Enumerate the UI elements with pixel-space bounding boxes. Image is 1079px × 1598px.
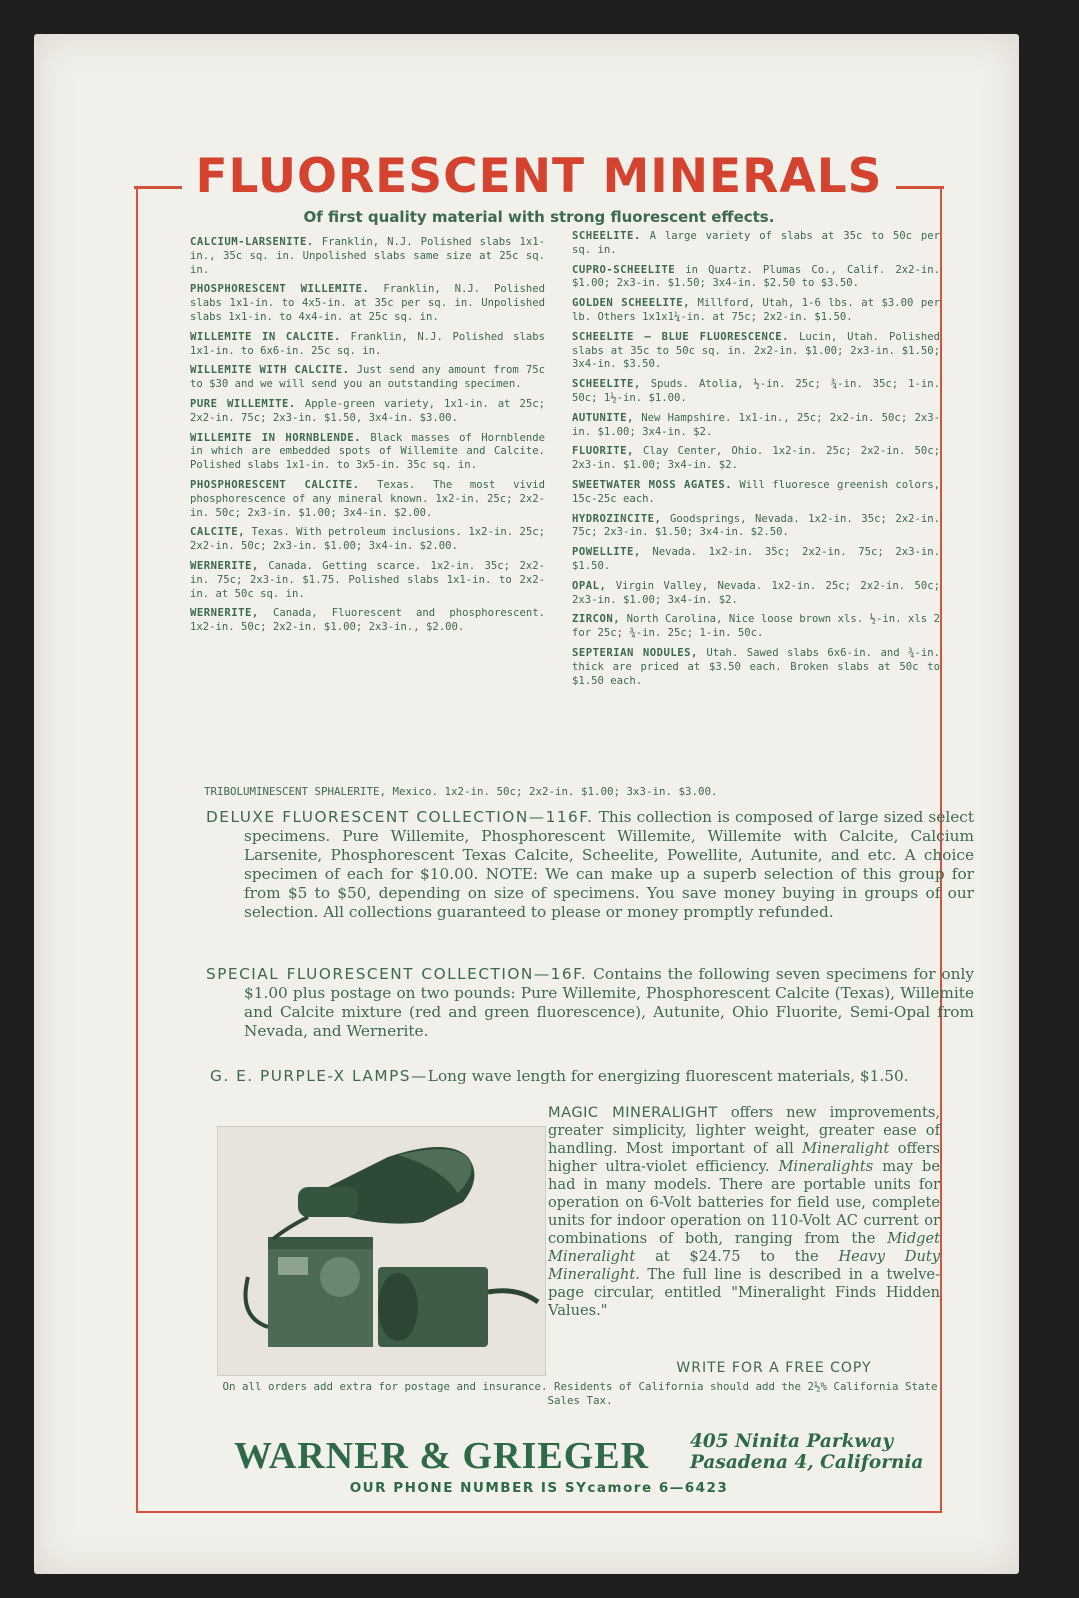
- list-item: FLUORITE, Clay Center, Ohio. 1x2-in. 25c; 2x2-in. 50c; 2x3-in. $1.00; 3x4-in. $2.: [572, 445, 940, 472]
- triboluminescent-line: TRIBOLUMINESCENT SPHALERITE, Mexico. 1x2-in. 50c; 2x2-in. $1.00; 3x3-in. $3.00.: [204, 785, 718, 798]
- lamp-illustration: [218, 1127, 545, 1375]
- list-item: WILLEMITE IN CALCITE. Franklin, N.J. Polished slabs 1x1-in. to 6x6-in. 25c sq. in.: [190, 330, 546, 357]
- address-line-2: Pasadena 4, California: [690, 1452, 924, 1473]
- company-name: WARNER & GRIEGER: [234, 1435, 650, 1477]
- list-item: PURE WILLEMITE. Apple-green variety, 1x1-in. at 25c; 2x2-in. 75c; 2x3-in. $1.50, 3x4-in. $3.00.: [190, 397, 546, 424]
- list-item: WERNERITE, Canada. Getting scarce. 1x2-in. 35c; 2x2-in. 75c; 2x3-in. $1.75. Polished slabs 1x1-in. to 2x2-in. at 50c sq. in.: [190, 559, 545, 600]
- list-item: SEPTERIAN NODULES, Utah. Sawed slabs 6x6-in. and ¾-in. thick are priced at $3.50 each. Broken slabs at 50c to $1.50 each.: [572, 646, 940, 687]
- list-item: CALCIUM-LARSENITE. Franklin, N.J. Polished slabs 1x1-in., 35c sq. in. Unpolished slabs same size at 25c sq. in.: [190, 236, 545, 276]
- list-item: SCHEELITE. A large variety of slabs at 35c to 50c per sq. in.: [572, 230, 940, 256]
- list-item: SWEETWATER MOSS AGATES. Will fluoresce greenish colors, 15c-25c each.: [572, 478, 940, 505]
- list-item: WILLEMITE WITH CALCITE. Just send any amount from 75c to $30 and we will send you an outstanding specimen.: [190, 364, 545, 391]
- page: [34, 34, 1019, 1574]
- left-column: [190, 236, 545, 641]
- list-item: HYDROZINCITE, Goodsprings, Nevada. 1x2-in. 35c; 2x2-in. 75c; 2x3-in. $1.50; 3x4-in. $2.50.: [572, 512, 940, 539]
- write-for-copy: WRITE FOR A FREE COPY: [676, 1360, 872, 1376]
- list-item: ZIRCON, North Carolina, Nice loose brown xls. ½-in. xls 2 for 25c; ¾-in. 25c; 1-in. 50c.: [572, 613, 940, 640]
- list-item: WILLEMITE IN HORNBLENDE. Black masses of Hornblende in which are embedded spots of Willemite and Calcite. Polished slabs 1x1-in. to 3x5-in. 35c sq. in.: [190, 431, 546, 472]
- purple-x-lamps: G. E. PURPLE-X LAMPS—Long wave length for energizing fluorescent materials, $1.50.: [210, 1067, 909, 1085]
- list-item: CUPRO-SCHEELITE in Quartz. Plumas Co., Calif. 2x2-in. $1.00; 2x3-in. $1.50; 3x4-in. $2.50 to $3.50.: [572, 263, 940, 290]
- company-address: [690, 1431, 923, 1473]
- advert-frame: [134, 146, 974, 1544]
- page-title: FLUORESCENT MINERALS: [187, 149, 890, 204]
- list-item: GOLDEN SCHEELITE, Millford, Utah, 1-6 lbs. at $3.00 per lb. Others 1x1x1¼-in. at 75c; 2x2-in. $1.50.: [572, 297, 940, 323]
- subtitle: Of first quality material with strong fluorescent effects.: [303, 208, 775, 226]
- list-item: SCHEELITE — BLUE FLUORESCENCE. Lucin, Utah. Polished slabs at 35c to 50c sq. in. 2x2-in. $1.00; 2x3-in. $1.50; 3x4-in. $3.50.: [572, 330, 940, 371]
- title-area: [134, 146, 944, 206]
- list-item: PHOSPHORESCENT CALCITE. Texas. The most vivid phosphorescence of any mineral known. 1x2-in. 25c; 2x2-in. 50c; 2x3-in. $1.00; 3x4-in. $2.00.: [190, 478, 545, 519]
- mineralight-lamp-photo: [217, 1126, 546, 1376]
- special-collection: SPECIAL FLUORESCENT COLLECTION—16F. Contains the following seven specimens for only $1.00 plus postage on two pounds: Pure Willemite, Phosphorescent Calcite (Texas), Willemite and Calcite mixture (red and green fluorescence), Autunite, Ohio Fluorite, Semi-Opal from Nevada, and Wernerite.: [206, 965, 974, 1040]
- list-item: CALCITE, Texas. With petroleum inclusions. 1x2-in. 25c; 2x2-in. 50c; 2x3-in. $1.00; 3x4-in. $2.00.: [190, 526, 545, 553]
- list-item: WERNERITE, Canada, Fluorescent and phosphorescent. 1x2-in. 50c; 2x2-in. $1.00; 2x3-in., $2.00.: [190, 607, 545, 634]
- deluxe-collection: DELUXE FLUORESCENT COLLECTION—116F. This collection is composed of large sized select specimens. Pure Willemite, Phosphorescent Willemite, Willemite with Calcite, Calcium Larsenite, Phosphorescent Texas Calcite, Scheelite, Powellite, Autunite, and etc. A choice specimen of each for $10.00. NOTE: We can make up a superb selection of this group for from $5 to $50, depending on size of specimens. You save money buying in groups of our selection. All collections guaranteed to please or money promptly refunded.: [206, 808, 974, 921]
- border-left: [136, 186, 138, 1511]
- list-item: AUTUNITE, New Hampshire. 1x1-in., 25c; 2x2-in. 50c; 2x3-in. $1.00; 3x4-in. $2.: [572, 411, 940, 438]
- border-bottom: [136, 1511, 942, 1513]
- list-item: OPAL, Virgin Valley, Nevada. 1x2-in. 25c; 2x2-in. 50c; 2x3-in. $1.00; 3x4-in. $2.: [572, 579, 940, 606]
- address-line-1: 405 Ninita Parkway: [690, 1431, 894, 1452]
- list-item: POWELLITE, Nevada. 1x2-in. 35c; 2x2-in. 75c; 2x3-in. $1.50.: [572, 546, 940, 572]
- orders-note: On all orders add extra for postage and insurance. Residents of California should add the 2½% California State Sales Tax.: [222, 1380, 938, 1407]
- phone-number: OUR PHONE NUMBER IS SYcamore 6—6423: [349, 1480, 729, 1496]
- list-item: PHOSPHORESCENT WILLEMITE. Franklin, N.J. Polished slabs 1x1-in. to 4x5-in. at 35c per sq. in. Unpolished slabs 1x1-in. to 4x4-in. at 25c sq. in.: [190, 283, 545, 323]
- right-column: [572, 230, 940, 694]
- list-item: SCHEELITE, Spuds. Atolia, ½-in. 25c; ¾-in. 35c; 1-in. 50c; 1½-in. $1.00.: [572, 378, 940, 404]
- magic-mineralight-text: MAGIC MINERALIGHT offers new improvements, greater simplicity, lighter weight, greater ease of handling. Most important of all Mineralight offers higher ultra-violet efficiency. Mineralights may be had in many models. There are portable units for operation on 6-Volt batteries for field use, complete units for indoor operation on 110-Volt AC current or combinations of both, ranging from the Midget Mineralight at $24.75 to the Heavy Duty Mineralight. The full line is described in a twelve-page circular, entitled "Mineralight Finds Hidden Values.": [548, 1104, 941, 1319]
